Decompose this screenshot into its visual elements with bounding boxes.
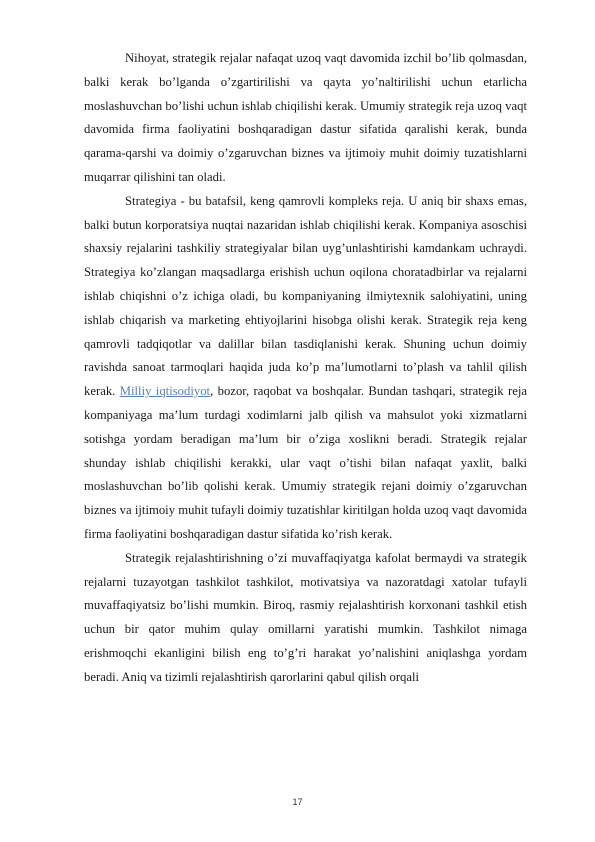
paragraph-2-text-after-link: , bozor, raqobat va boshqalar. Bundan tashqari, strategik reja kompaniyaga ma’lum turdagi xodimlarni jalb qilish va mahsulot yoki xizmatlarni sotishga yordam beradigan ma’lum bir o’ziga xoslikni beradi. Strategik rejalar shunday ishlab chiqilishi kerakki, ular vaqt o’tishi bilan nafaqat yaxlit, balki moslashuvchan bo’lib qolishi kerak. Umumiy strategik rejani doimiy o’zgaruvchan biznes va ijtimoiy muhit tufayli doimiy tuzatishlar kiritilgan holda uzoq vaqt davomida firma faoliyatini boshqaradigan dastur sifatida ko’rish kerak. [84,384,527,541]
page-body [84,47,527,690]
page-number: 17 [292,797,303,807]
milliy-iqtisodiyot-link[interactable]: Milliy iqtisodiyot [119,384,211,399]
paragraph-3: Strategik rejalashtirishning o’zi muvaffaqiyatga kafolat bermaydi va strategik rejalarni tuzayotgan tashkilot tashkilot, motivatsiya va nazoratdagi xatolar tufayli muvaffaqiyatsiz bo’lishi mumkin. Biroq, rasmiy rejalashtirish korxonani tashkil etish uchun bir qator muhim qulay omillarni yaratishi mumkin. Tashkilot nimaga erishmoqchi ekanligini bilish eng to’g’ri harakat yo’nalishini aniqlashga yordam beradi. Aniq va tizimli rejalashtirish qarorlarini qabul qilish orqali [84,550,527,684]
paragraph-2 [84,190,527,547]
paragraph-2-text-before-link: Strategiya - bu batafsil, keng qamrovli kompleks reja. U aniq bir shaxs emas, balki butun korporatsiya nuqtai nazaridan ishlab chiqilishi kerak. Kompaniya asoschisi shaxsiy rejalarini tashkiliy strategiyalar bilan uyg’unlashtirishi kamdankam uchraydi. Strategiya ko’zlangan maqsadlarga erishish uchun oqilona choratadbirlar va rejalarni ishlab chiqishni o’z ichiga oladi, bu kompaniyaning ilmiytexnik salohiyatini, uning ishlab chiqarish va marketing ehtiyojlarini hisobga olishi kerak. Strategik reja keng qamrovli tadqiqotlar va dalillar bilan tasdiqlanishi kerak. Shuning uchun doimiy ravishda sanoat tarmoqlari haqida juda ko’p ma’lumotlarni to’plash va tahlil qilish kerak. [84,193,527,399]
paragraph-1: Nihoyat, strategik rejalar nafaqat uzoq vaqt davomida izchil bo’lib qolmasdan, balki kerak bo’lganda o’zgartirilishi va qayta yo’naltirilishi uchun etarlicha moslashuvchan bo’lishi uchun ishlab chiqilishi kerak. Umumiy strategik reja uzoq vaqt davomida firma faoliyatini boshqaradigan dastur sifatida qaralishi kerak, bunda qarama-qarshi va doimiy o’zgaruvchan biznes va ijtimoiy muhit doimiy tuzatishlarni muqarrar qilishini tan oladi. [84,51,527,184]
